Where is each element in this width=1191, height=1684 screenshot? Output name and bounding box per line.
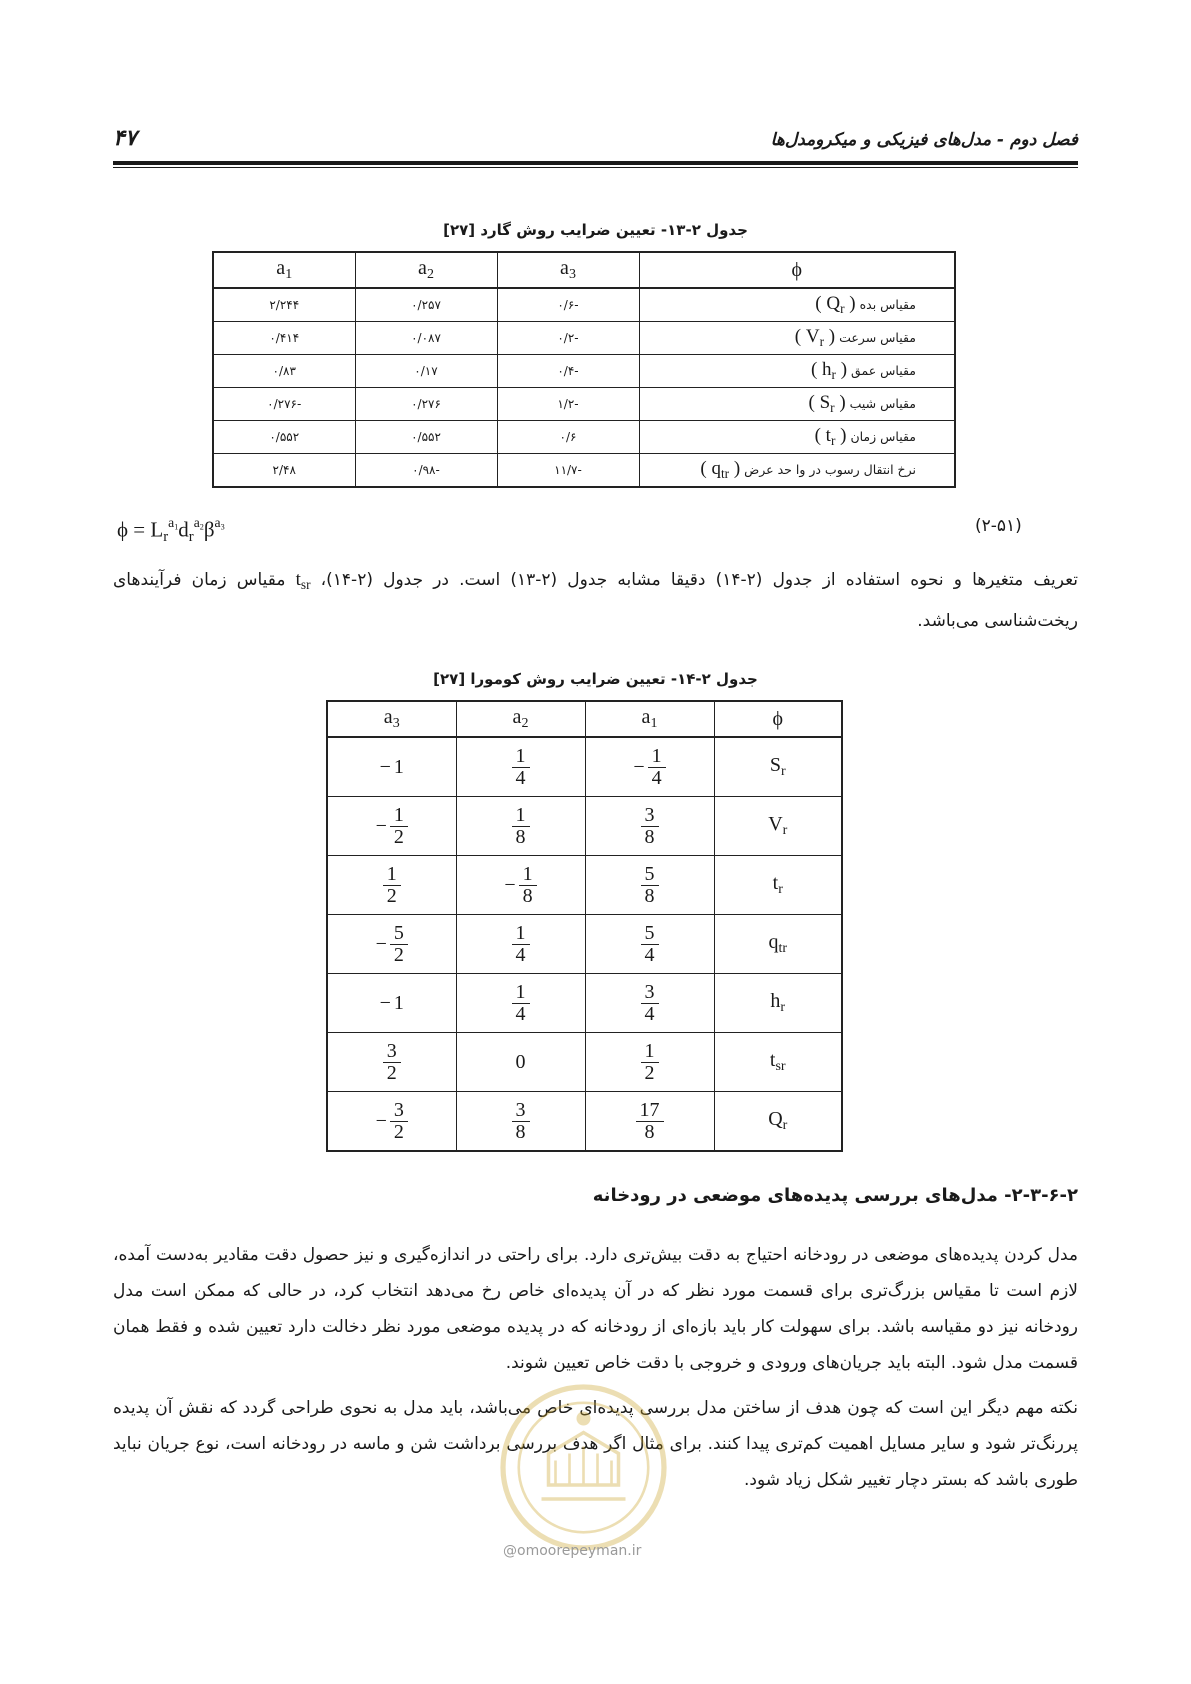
- quantity-label: نرخ انتقال رسوب در وا حد عرض: [744, 462, 916, 477]
- header-rule-thick: [113, 161, 1078, 165]
- table-row: [213, 288, 955, 322]
- cell-phi: [639, 322, 955, 355]
- table-row: [213, 388, 955, 421]
- table-row: [327, 1033, 842, 1092]
- cell-a1: $\frac{5}{8}$: [585, 856, 714, 915]
- col-header-a3: $a_3$: [327, 701, 456, 737]
- cell-a1: ۰/۵۵۲: [213, 421, 355, 454]
- cell-phi: [639, 388, 955, 421]
- cell-phi: $S_r$: [714, 737, 842, 797]
- cell-a2: $\frac{1}{8}$: [456, 797, 585, 856]
- cell-a3: $\frac{3}{2}$: [327, 1033, 456, 1092]
- page-number: ۴۷: [113, 126, 137, 151]
- cell-a2: ۰/۱۷: [355, 355, 497, 388]
- table2-header-row: [327, 701, 842, 737]
- table2-caption: جدول ۲-۱۴- تعیین ضرایب روش کومورا [۲۷]: [433, 670, 758, 688]
- cell-a3: − 1: [327, 974, 456, 1033]
- cell-a1: $\frac{17}{8}$: [585, 1092, 714, 1152]
- cell-a1: $\frac{1}{2}$: [585, 1033, 714, 1092]
- quantity-label: مقیاس بده: [859, 297, 916, 312]
- cell-a2: 0: [456, 1033, 585, 1092]
- table-row: [327, 797, 842, 856]
- cell-a2: $\frac{1}{4}$: [456, 974, 585, 1033]
- quantity-label: مقیاس شیب: [849, 396, 916, 411]
- cell-a2: ۰/۲۵۷: [355, 288, 497, 322]
- cell-phi: $V_r$: [714, 797, 842, 856]
- col-header-a2: $a_2$: [355, 252, 497, 288]
- publisher-watermark-logo: [496, 1380, 671, 1555]
- table-row: [327, 915, 842, 974]
- quantity-symbol: ( $h_r$ ): [810, 359, 848, 382]
- col-header-a2: $a_2$: [456, 701, 585, 737]
- cell-a1: $\frac{3}{4}$: [585, 974, 714, 1033]
- cell-a1: ۲/۴۸: [213, 454, 355, 488]
- cell-a2: $\frac{1}{4}$: [456, 737, 585, 797]
- cell-a1: ۲/۲۴۴: [213, 288, 355, 322]
- quantity-symbol: ( $S_r$ ): [808, 392, 846, 415]
- table-gard-coefficients: [212, 251, 956, 488]
- col-header-a1: $a_1$: [213, 252, 355, 288]
- chapter-title: فصل دوم - مدل‌های فیزیکی و میکرومدل‌ها: [770, 130, 1078, 150]
- cell-a2: − $\frac{1}{8}$: [456, 856, 585, 915]
- cell-phi: $t_r$: [714, 856, 842, 915]
- table1-header-row: [213, 252, 955, 288]
- quantity-symbol: ( $Q_r$ ): [815, 293, 856, 316]
- col-header-phi: ϕ: [639, 252, 955, 288]
- quantity-label: مقیاس زمان: [850, 429, 916, 444]
- cell-phi: [639, 355, 955, 388]
- page-header: [113, 124, 1078, 160]
- col-header-a3: $a_3$: [497, 252, 639, 288]
- quantity-symbol: ( $q_{tr}$ ): [700, 458, 741, 481]
- cell-a3: -۰/۶: [497, 288, 639, 322]
- cell-a3: − $\frac{1}{2}$: [327, 797, 456, 856]
- watermark-url: @omoorepeyman.ir: [503, 1543, 642, 1559]
- cell-a3: -۱۱/۷: [497, 454, 639, 488]
- cell-a1: − $\frac{1}{4}$: [585, 737, 714, 797]
- table-row: [213, 322, 955, 355]
- table-row: [213, 355, 955, 388]
- cell-a2: $\frac{3}{8}$: [456, 1092, 585, 1152]
- cell-phi: [639, 421, 955, 454]
- col-header-a1: $a_1$: [585, 701, 714, 737]
- equation-number: (۲-۵۱): [975, 516, 1022, 536]
- cell-a1: ۰/۸۳: [213, 355, 355, 388]
- cell-a3: -۰/۲: [497, 322, 639, 355]
- table-row: [327, 1092, 842, 1152]
- cell-a3: $\frac{1}{2}$: [327, 856, 456, 915]
- cell-a2: $\frac{1}{4}$: [456, 915, 585, 974]
- cell-a3: -۱/۲: [497, 388, 639, 421]
- table-row: [327, 856, 842, 915]
- quantity-label: مقیاس سرعت: [839, 330, 916, 345]
- cell-a1: -۰/۲۷۶: [213, 388, 355, 421]
- cell-a3: − $\frac{3}{2}$: [327, 1092, 456, 1152]
- table-row: [213, 421, 955, 454]
- col-header-phi: ϕ: [714, 701, 842, 737]
- cell-a2: ۰/۵۵۲: [355, 421, 497, 454]
- cell-a1: $\frac{3}{8}$: [585, 797, 714, 856]
- cell-a2: -۰/۹۸: [355, 454, 497, 488]
- quantity-symbol: ( $t_r$ ): [814, 425, 847, 448]
- cell-a1: ۰/۴۱۴: [213, 322, 355, 355]
- section-heading: ۲-۳-۶-۲- مدل‌های بررسی پدیده‌های موضعی در رودخانه: [592, 1185, 1078, 1206]
- equation-51: $\phi = L_r^{a_1}d_r^{a_2}\beta^{a_3}$: [117, 515, 225, 545]
- cell-a3: − 1: [327, 737, 456, 797]
- cell-a3: − $\frac{5}{2}$: [327, 915, 456, 974]
- paragraph-important-note: نکته مهم دیگر این است که چون هدف از ساختن مدل بررسی پدیده‌ای خاص می‌باشد، باید مدل به نحوی طراحی گردد که نقش آن پدیده پررنگ‌تر شود و سایر مسایل اهمیت کم‌تری پیدا کنند. برای مثال اگر هدف بررسی برداشت شن و ماسه در رودخانه است، نوع جریان نباید طوری باشد که بستر دچار تغییر شکل زیاد شود.: [113, 1398, 1078, 1490]
- cell-phi: [639, 454, 955, 488]
- table-komura-coefficients: [326, 700, 843, 1152]
- header-rule-thin: [113, 167, 1078, 168]
- cell-phi: [639, 288, 955, 322]
- cell-phi: $Q_r$: [714, 1092, 842, 1152]
- quantity-symbol: ( $V_r$ ): [794, 326, 836, 349]
- cell-phi: $h_r$: [714, 974, 842, 1033]
- cell-a2: ۰/۰۸۷: [355, 322, 497, 355]
- table1-caption: جدول ۲-۱۳- تعیین ضرایب روش گارد [۲۷]: [443, 221, 748, 239]
- paragraph-table2-intro: تعریف متغیرها و نحوه استفاده از جدول (۲-۱۴) دقیقا مشابه جدول (۲-۱۳) است. در جدول (۲-۱۴)، $t_{sr}$ مقیاس زمان فرآیندهای ریخت‌شناسی می‌باشد.: [113, 569, 1079, 631]
- cell-a3: -۰/۴: [497, 355, 639, 388]
- paragraph-local-phenomena: مدل کردن پدیده‌های موضعی در رودخانه احتیاج به دقت بیش‌تری دارد. برای راحتی در اندازه‌گیری و نیز حصول دقت مقادیر به‌دست آمده، لازم است تا مقیاس بزرگ‌تری برای قسمت مورد نظر که در آن پدیده‌ای خاص رخ می‌دهد انتخاب کرد، در حالی که ممکن است مدل رودخانه نیز دو مقیاسه باشد. برای سهولت کار باید بازه‌ای از رودخانه که در پدیده موضعی مورد نظر دخالت دارد تعیین شده و فقط همان قسمت مدل شود. البته باید جریان‌های ورودی و خروجی با دقت خاص تعیین شوند.: [113, 1245, 1078, 1373]
- cell-a3: ۰/۶: [497, 421, 639, 454]
- table-row: [213, 454, 955, 488]
- cell-a1: $\frac{5}{4}$: [585, 915, 714, 974]
- cell-phi: $t_{sr}$: [714, 1033, 842, 1092]
- cell-phi: $q_{tr}$: [714, 915, 842, 974]
- table-row: [327, 737, 842, 797]
- cell-a2: ۰/۲۷۶: [355, 388, 497, 421]
- quantity-label: مقیاس عمق: [851, 363, 916, 378]
- table-row: [327, 974, 842, 1033]
